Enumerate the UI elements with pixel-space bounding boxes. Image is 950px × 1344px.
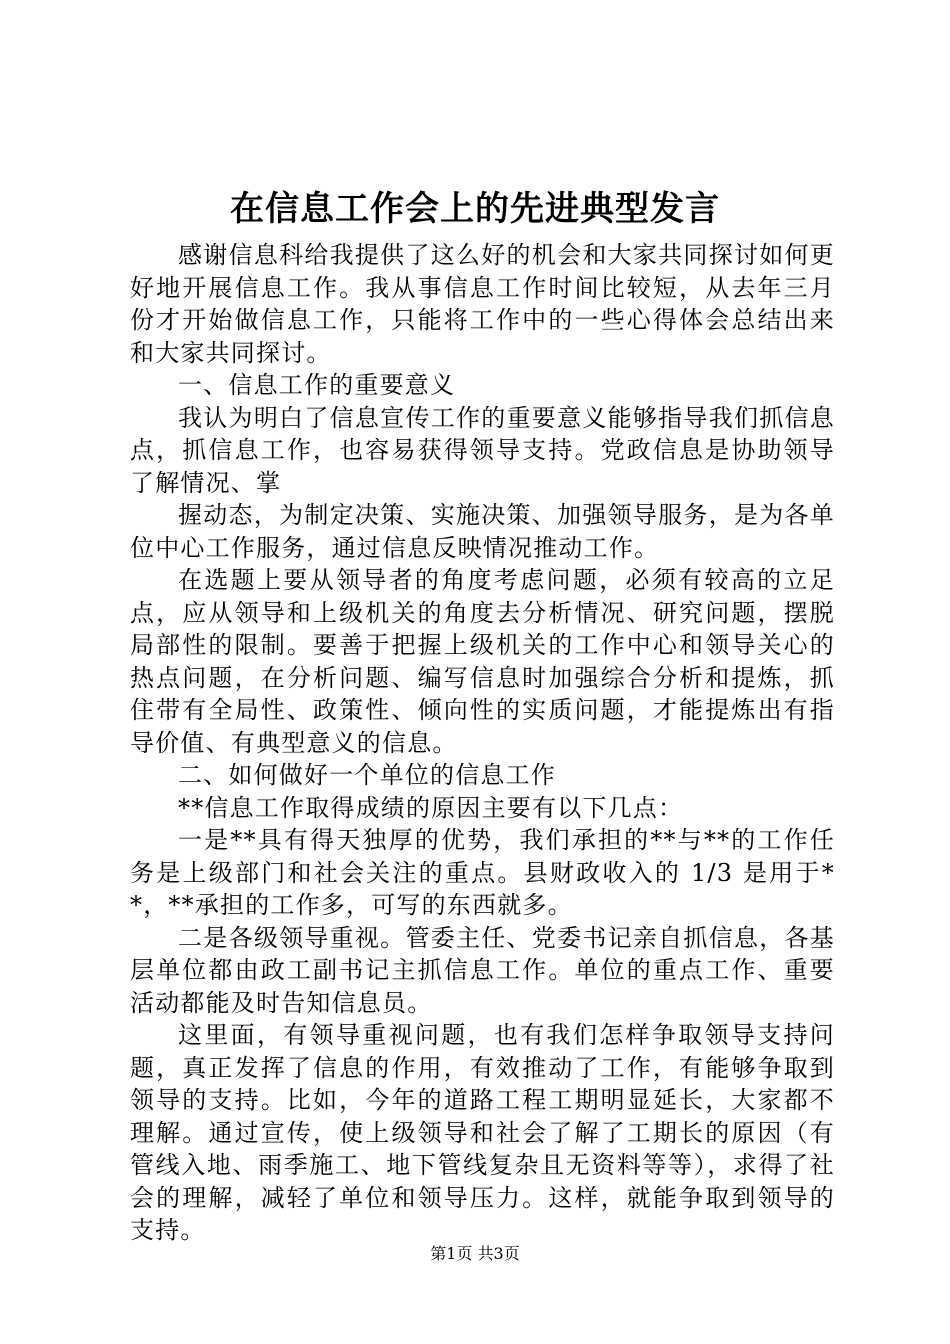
paragraph-intro: 感谢信息科给我提供了这么好的机会和大家共同探讨如何更好地开展信息工作。我从事信息工作时间比较短，从去年三月份才开始做信息工作，只能将工作中的一些心得体会总结出来和大家共同探讨。 [130, 241, 835, 367]
page-title: 在信息工作会上的先进典型发言 [230, 189, 720, 229]
paragraph-reason-1: 一是**具有得天独厚的优势，我们承担的**与**的工作任务是上级部门和社会关注的重点。县财政收入的 1/3 是用于**，**承担的工作多，可写的东西就多。 [130, 826, 835, 919]
document-body [130, 239, 835, 1247]
paragraph-significance-continued: 握动态，为制定决策、实施决策、加强领导服务，是为各单位中心工作服务，通过信息反映情况推动工作。 [130, 501, 835, 562]
paragraph-topic-selection: 在选题上要从领导者的角度考虑问题，必须有较高的立足点，应从领导和上级机关的角度去分析情况、研究问题，摆脱局部性的限制。要善于把握上级机关的工作中心和领导关心的热点问题，在分析问题、编写信息时加强综合分析和提炼，抓住带有全局性、政策性、倾向性的实质问题，才能提炼出有指导价值、有典型意义的信息。 [130, 566, 835, 757]
paragraph-leadership-support: 这里面，有领导重视问题，也有我们怎样争取领导支持问题，真正发挥了信息的作用，有效推动了工作，有能够争取到领导的支持。比如，今年的道路工程工期明显延长，大家都不理解。通过宣传，使上级领导和社会了解了工期长的原因（有管线入地、雨季施工、地下管线复杂且无资料等等），求得了社会的理解，减轻了单位和领导压力。这样，就能争取到领导的支持。 [130, 1021, 835, 1244]
paragraph-reason-2: 二是各级领导重视。管委主任、党委书记亲自抓信息，各基层单位都由政工副书记主抓信息工作。单位的重点工作、重要活动都能及时告知信息员。 [130, 923, 835, 1017]
paragraph-reasons-intro: **信息工作取得成绩的原因主要有以下几点： [178, 793, 684, 822]
section-heading-1: 一、信息工作的重要意义 [178, 371, 456, 399]
section-heading-2: 二、如何做好一个单位的信息工作 [178, 761, 556, 789]
paragraph-significance: 我认为明白了信息宣传工作的重要意义能够指导我们抓信息点，抓信息工作，也容易获得领导支持。党政信息是协助领导了解情况、掌 [130, 403, 835, 497]
page-footer: 第1页 共3页 [430, 1244, 520, 1263]
